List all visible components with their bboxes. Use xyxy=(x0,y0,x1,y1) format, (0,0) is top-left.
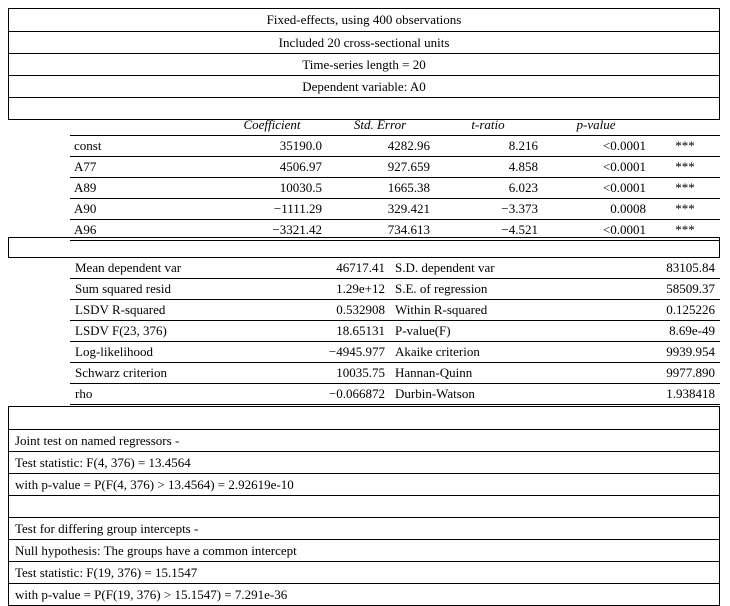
stat-value: 1.29e+12 xyxy=(250,279,390,300)
stat-value: 83105.84 xyxy=(560,258,720,279)
stats-row xyxy=(70,321,720,342)
header-line: Time-series length = 20 xyxy=(9,53,719,75)
header-line: Dependent variable: A0 xyxy=(9,75,719,97)
stats-row xyxy=(70,384,720,405)
coefficient-table xyxy=(70,115,720,241)
var-name: A96 xyxy=(70,220,218,241)
significance-stars: *** xyxy=(650,136,720,157)
p-value: <0.0001 xyxy=(542,136,650,157)
se-value: 927.659 xyxy=(326,157,434,178)
se-value: 4282.96 xyxy=(326,136,434,157)
test-line: Joint test on named regressors - xyxy=(9,429,719,451)
coef-value: −1111.29 xyxy=(218,199,326,220)
t-value: 4.858 xyxy=(434,157,542,178)
significance-stars: *** xyxy=(650,157,720,178)
header-line: Included 20 cross-sectional units xyxy=(9,31,719,53)
p-value: <0.0001 xyxy=(542,157,650,178)
test-line xyxy=(9,495,719,517)
col-p-value: p-value xyxy=(542,115,650,136)
stats-row xyxy=(70,363,720,384)
table-row xyxy=(70,136,720,157)
se-value: 1665.38 xyxy=(326,178,434,199)
stats-row xyxy=(70,279,720,300)
stats-row xyxy=(70,342,720,363)
test-line: Test statistic: F(19, 376) = 15.1547 xyxy=(9,561,719,583)
var-name: A77 xyxy=(70,157,218,178)
table-row xyxy=(70,157,720,178)
stat-label: Mean dependent var xyxy=(70,258,250,279)
stat-label: rho xyxy=(70,384,250,405)
se-value: 734.613 xyxy=(326,220,434,241)
stat-label: Within R-squared xyxy=(390,300,560,321)
stat-label: S.D. dependent var xyxy=(390,258,560,279)
separator-row xyxy=(8,237,720,258)
stat-label: Sum squared resid xyxy=(70,279,250,300)
var-name: A89 xyxy=(70,178,218,199)
significance-stars: *** xyxy=(650,199,720,220)
hypothesis-tests xyxy=(8,406,720,606)
stat-label: Durbin-Watson xyxy=(390,384,560,405)
model-header xyxy=(8,8,720,120)
stat-value: 0.532908 xyxy=(250,300,390,321)
summary-stats-table xyxy=(70,258,720,405)
stat-label: S.E. of regression xyxy=(390,279,560,300)
stats-row xyxy=(70,258,720,279)
stats-row xyxy=(70,300,720,321)
stat-label: LSDV R-squared xyxy=(70,300,250,321)
coef-value: 35190.0 xyxy=(218,136,326,157)
stat-label: Log-likelihood xyxy=(70,342,250,363)
t-value: 8.216 xyxy=(434,136,542,157)
stat-label: Schwarz criterion xyxy=(70,363,250,384)
t-value: −4.521 xyxy=(434,220,542,241)
blank-row xyxy=(9,407,719,429)
col-t-ratio: t-ratio xyxy=(434,115,542,136)
col-coefficient: Coefficient xyxy=(218,115,326,136)
t-value: 6.023 xyxy=(434,178,542,199)
test-line: with p-value = P(F(4, 376) > 13.4564) = 2.92619e-10 xyxy=(9,473,719,495)
header-line: Fixed-effects, using 400 observations xyxy=(266,12,462,27)
stat-label: Akaike criterion xyxy=(390,342,560,363)
significance-stars: *** xyxy=(650,178,720,199)
stat-value: −4945.977 xyxy=(250,342,390,363)
stat-value: 9939.954 xyxy=(560,342,720,363)
coef-value: 4506.97 xyxy=(218,157,326,178)
stat-value: −0.066872 xyxy=(250,384,390,405)
coef-value: 10030.5 xyxy=(218,178,326,199)
var-name: const xyxy=(70,136,218,157)
stat-value: 18.65131 xyxy=(250,321,390,342)
test-line: with p-value = P(F(19, 376) > 15.1547) = 7.291e-36 xyxy=(9,583,719,605)
var-name: A90 xyxy=(70,199,218,220)
stat-value: 0.125226 xyxy=(560,300,720,321)
t-value: −3.373 xyxy=(434,199,542,220)
stat-label: Hannan-Quinn xyxy=(390,363,560,384)
significance-stars: *** xyxy=(650,220,720,241)
table-row xyxy=(70,199,720,220)
stat-value: 8.69e-49 xyxy=(560,321,720,342)
stat-value: 9977.890 xyxy=(560,363,720,384)
col-std-error: Std. Error xyxy=(326,115,434,136)
test-line: Test for differing group intercepts - xyxy=(9,517,719,539)
p-value: <0.0001 xyxy=(542,178,650,199)
stat-value: 46717.41 xyxy=(250,258,390,279)
stat-label: P-value(F) xyxy=(390,321,560,342)
stat-value: 1.938418 xyxy=(560,384,720,405)
test-line: Test statistic: F(4, 376) = 13.4564 xyxy=(9,451,719,473)
p-value: 0.0008 xyxy=(542,199,650,220)
coef-value: −3321.42 xyxy=(218,220,326,241)
test-line: Null hypothesis: The groups have a common intercept xyxy=(9,539,719,561)
se-value: 329.421 xyxy=(326,199,434,220)
stat-value: 58509.37 xyxy=(560,279,720,300)
stat-value: 10035.75 xyxy=(250,363,390,384)
p-value: <0.0001 xyxy=(542,220,650,241)
stat-label: LSDV F(23, 376) xyxy=(70,321,250,342)
table-row xyxy=(70,178,720,199)
